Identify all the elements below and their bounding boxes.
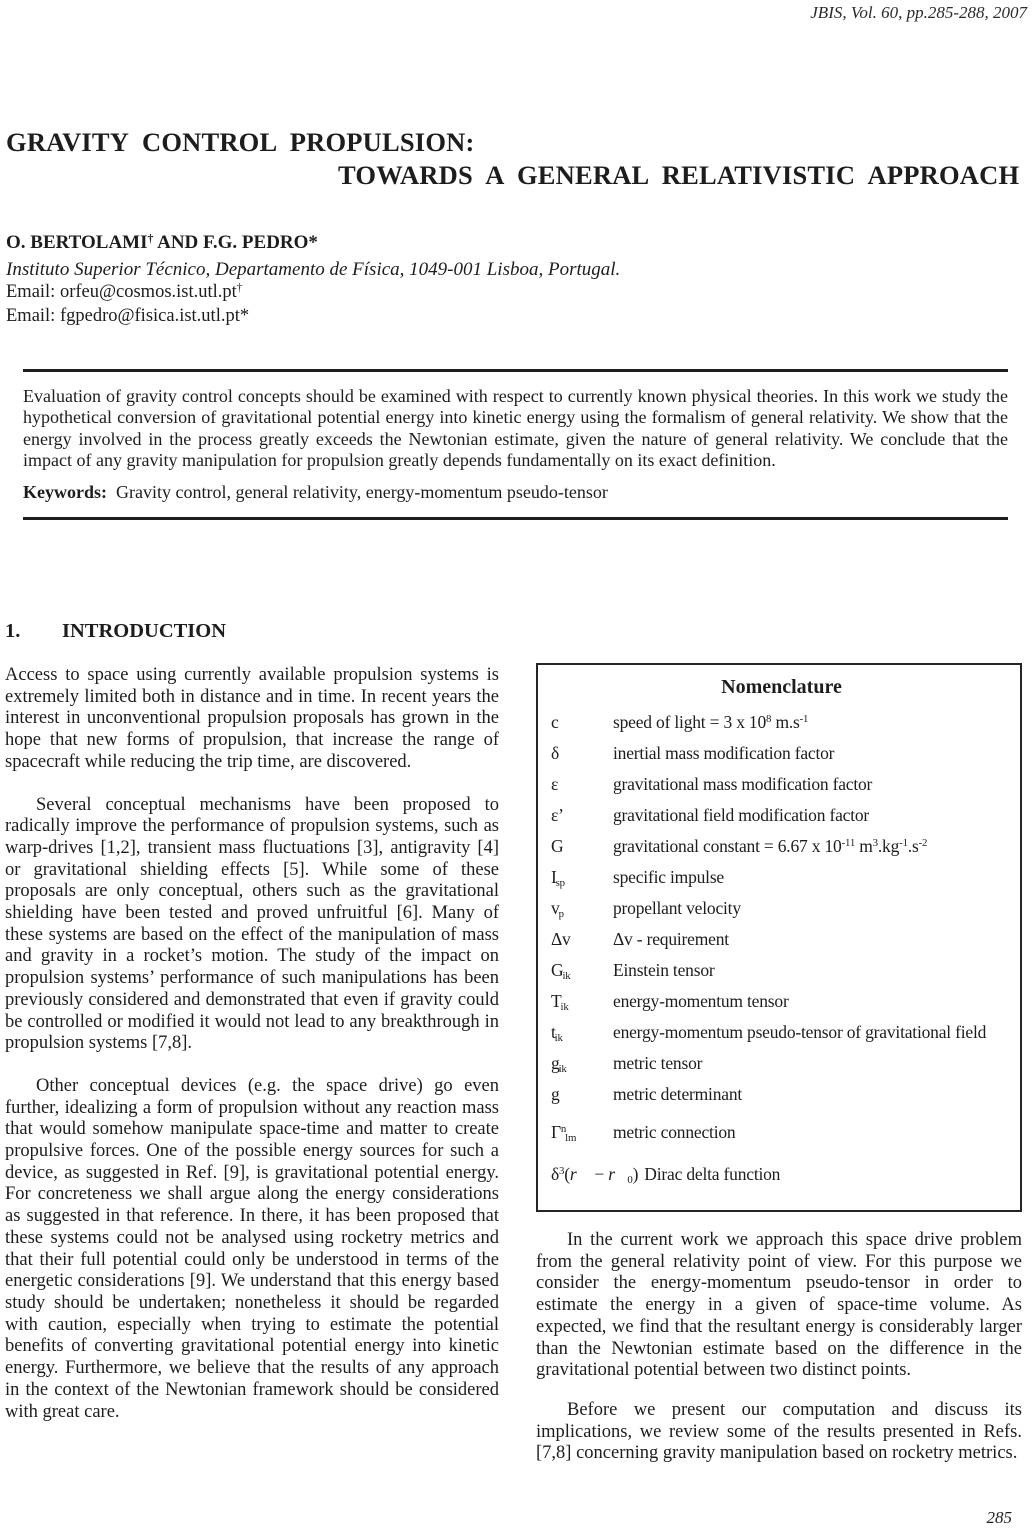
nomenclature-definition: energy-momentum tensor xyxy=(613,991,789,1011)
email-line-2: Email: fgpedro@fisica.ist.utl.pt* xyxy=(6,305,250,326)
nomenclature-symbol: $I_{sp}$ xyxy=(551,867,565,890)
paper-title-line1: GRAVITY CONTROL PROPULSION: xyxy=(6,127,475,157)
right-column-paragraphs xyxy=(536,1230,1022,1465)
nomenclature-row xyxy=(551,1121,1012,1143)
paper-title xyxy=(6,126,1027,192)
nomenclature-definition: propellant velocity xyxy=(613,898,741,918)
nomenclature-definition: metric tensor xyxy=(613,1053,703,1073)
affiliation-line: Instituto Superior Técnico, Departamento de Física, 1049-001 Lisboa, Portugal. xyxy=(6,258,621,280)
nomenclature-row xyxy=(551,1052,1012,1074)
nomenclature-symbol: $T_{ik}$ xyxy=(551,991,569,1014)
nomenclature-symbol: $v_p$ xyxy=(551,898,564,921)
nomenclature-row xyxy=(551,835,1012,857)
nomenclature-box xyxy=(536,663,1022,1212)
nomenclature-definition: gravitational mass modification factor xyxy=(613,774,873,794)
nomenclature-definition: Einstein tensor xyxy=(613,960,715,980)
nomenclature-symbol: $t_{ik}$ xyxy=(551,1022,563,1045)
byline-block xyxy=(6,231,1022,328)
nomenclature-symbol: $\Gamma^n_{lm}$ xyxy=(551,1122,577,1145)
nomenclature-row xyxy=(551,959,1012,981)
email-line-1: Email: orfeu@cosmos.ist.utl.pt† xyxy=(6,281,243,302)
keywords-line xyxy=(23,482,1008,503)
nomenclature-symbol: $G_{ik}$ xyxy=(551,960,571,983)
page-number: 285 xyxy=(986,1508,1012,1527)
nomenclature-title: Nomenclature xyxy=(721,676,842,698)
two-column-body xyxy=(5,612,1022,1465)
intro-paragraphs xyxy=(5,665,499,1423)
nomenclature-symbol: G xyxy=(551,836,564,856)
nomenclature-row xyxy=(551,1163,1012,1185)
nomenclature-row xyxy=(551,804,1012,826)
paragraph: Before we present our computation and discuss its implications, we review some of the results presented in Refs. [7,8] concerning gravity manipulation based on rocketry metrics. xyxy=(536,1399,1022,1464)
section-number: 1. xyxy=(5,620,21,642)
authors-rest: AND F.G. PEDRO* xyxy=(153,232,318,253)
nomenclature-definition: speed of light = 3 x $10^8$ $m.s^{-1}$ xyxy=(613,712,809,732)
nomenclature-symbol: c xyxy=(551,712,559,732)
nomenclature-definition: specific impulse xyxy=(613,867,725,887)
keywords-text: Gravity control, general relativity, energy-momentum pseudo-tensor xyxy=(116,482,608,503)
left-column xyxy=(5,612,499,1465)
nomenclature-row xyxy=(551,742,1012,764)
paragraph: In the current work we approach this space drive problem from the general relativity point of view. For this purpose we consider the energy-momentum pseudo-tensor in order to estimate the energy in a given of space-time volume. As expected, we find that the resultant energy is considerably larger than the Newtonian estimate based on the difference in the gravitational potential between two distinct points. xyxy=(536,1230,1022,1381)
nomenclature-symbol: $\delta^3(r⃗$ − $r⃗_0$) xyxy=(551,1164,639,1187)
nomenclature-definition: gravitational field modification factor xyxy=(613,805,870,825)
right-column xyxy=(536,612,1022,1465)
paper-title-line2: TOWARDS A GENERAL RELATIVISTIC APPROACH xyxy=(338,160,1020,190)
author-name: O. BERTOLAMI xyxy=(6,232,148,253)
nomenclature-row xyxy=(551,711,1012,733)
nomenclature-symbol: $g_{ik}$ xyxy=(551,1053,567,1076)
nomenclature-row xyxy=(551,897,1012,919)
nomenclature-definition: metric connection xyxy=(613,1122,736,1142)
nomenclature-row xyxy=(551,990,1012,1012)
nomenclature-row xyxy=(551,1083,1012,1105)
keywords-label: Keywords: xyxy=(23,482,107,503)
nomenclature-definition: Dirac delta function xyxy=(644,1164,781,1184)
email-dagger-mark: † xyxy=(236,281,243,294)
nomenclature-definition: metric determinant xyxy=(613,1084,743,1104)
nomenclature-symbol: Δv xyxy=(551,929,571,949)
paragraph: Several conceptual mechanisms have been proposed to radically improve the performance of propulsion systems, such as warp-drives [1,2], transient mass fluctuations [3], antigravity [4] or gravitational shielding effects [5]. While some of these proposals are only conceptual, others such as the gravitational shielding have been tested and proved unfruitful [6]. Many of these systems are based on the effect of the manipulation of mass and gravity in a rocket’s motion. The study of the impact on propulsion systems’ performance of such manipulations has been previously considered and demonstrated that even if gravity could be controlled or modified it would not lead to any breakthrough in propulsion systems [7,8]. xyxy=(5,794,499,1054)
abstract-bottom-rule xyxy=(23,517,1008,520)
abstract-block xyxy=(23,369,1008,520)
nomenclature-definition: gravitational constant = 6.67 x $10^{-11}$ $m^3.kg^{-1}.s^{-2}$ xyxy=(613,836,928,856)
paragraph: Access to space using currently available propulsion systems is extremely limited both in distance and in time. In recent years the interest in unconventional propulsion proposals has grown in the hope that new forms of propulsion, that increase the range of spacecraft while reducing the trip time, are discovered. xyxy=(5,665,499,772)
nomenclature-symbol: δ xyxy=(551,743,560,763)
nomenclature-definition: Δv - requirement xyxy=(613,929,729,949)
nomenclature-definition: inertial mass modification factor xyxy=(613,743,835,763)
nomenclature-row xyxy=(551,866,1012,888)
abstract-top-rule xyxy=(23,369,1008,372)
nomenclature-row xyxy=(551,1021,1012,1043)
paragraph: Other conceptual devices (e.g. the space drive) go even further, idealizing a form of propulsion without any reaction mass that would somehow manipulate space-time and matter to create propulsive forces. One of the possible energy sources for such a device, as suggested in Ref. [9], is gravitational potential energy. For concreteness we shall argue along the energy considerations as suggested in that reference. In there, it has been proposed that these systems could not be analysed using rocketry metrics and that their full potential could only be understood in terms of the energetic considerations [9]. We understand that this energy based study should be undertaken; nonetheless it should be regarded with caution, especially when trying to estimate the potential benefits of converting gravitational potential energy into kinetic energy. Furthermore, we believe that the results of any approach in the context of the Newtonian framework should be considered with great care. xyxy=(5,1075,499,1422)
abstract-text: Evaluation of gravity control concepts should be examined with respect to currently known physical theories. In this work we study the hypothetical conversion of gravitational potential energy into kinetic energy using the formalism of general relativity. We show that the energy involved in the process greatly exceeds the Newtonian estimate, given the nature of general relativity. We conclude that the impact of any gravity manipulation for propulsion greatly depends fundamentally on its exact definition. xyxy=(23,386,1008,470)
nomenclature-definition: energy-momentum pseudo-tensor of gravitational field xyxy=(613,1022,987,1042)
nomenclature-symbol: ε’ xyxy=(551,805,564,825)
authors-line xyxy=(6,231,1022,255)
section-title: INTRODUCTION xyxy=(62,620,227,642)
nomenclature-row xyxy=(551,773,1012,795)
nomenclature-symbol: ε xyxy=(551,774,559,794)
nomenclature-row xyxy=(551,928,1012,950)
nomenclature-rows xyxy=(551,711,1012,1185)
nomenclature-symbol: g xyxy=(551,1084,560,1104)
journal-reference: JBIS, Vol. 60, pp.285-288, 2007 xyxy=(810,3,1027,22)
section-heading-introduction xyxy=(5,620,499,643)
author-dagger-mark: † xyxy=(147,231,154,245)
